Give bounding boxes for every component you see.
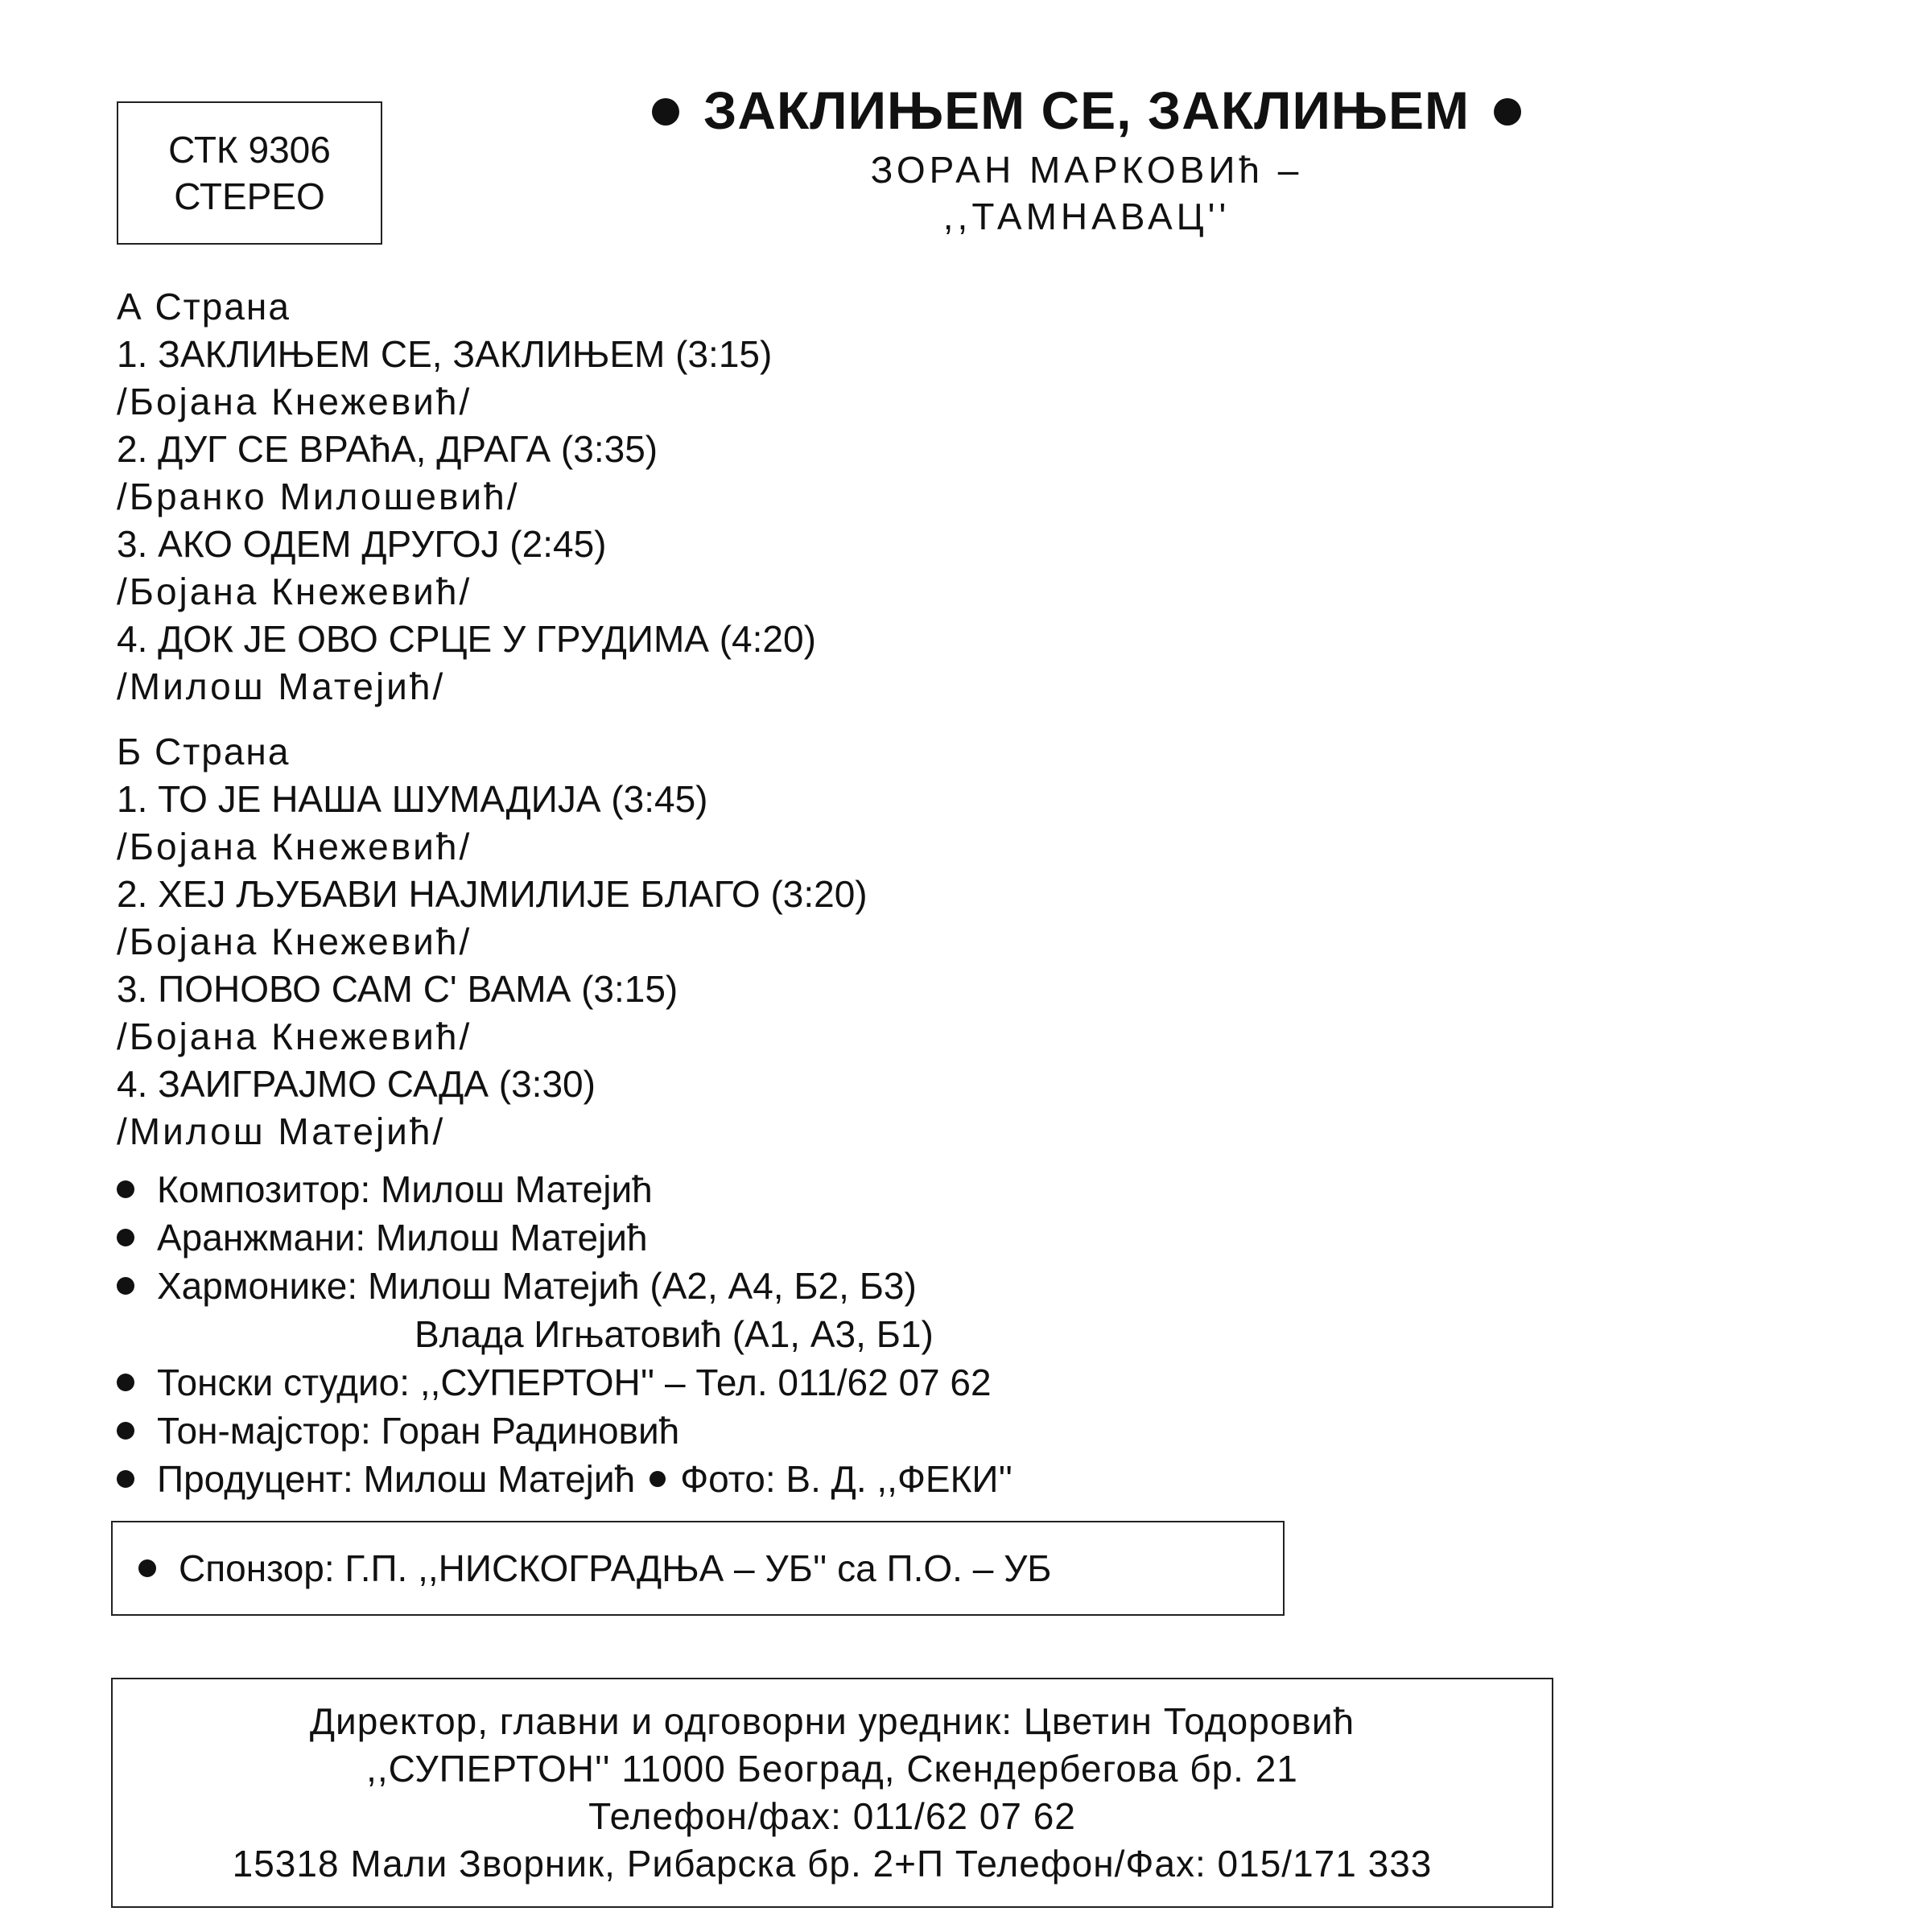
side-b-tracklist [117, 728, 868, 1155]
publisher-branch: 15318 Мали Зворник, Рибарска бр. 2+П Телефон/Фах: 015/171 333 [232, 1843, 1433, 1885]
track-author: /Милош Матејић/ [117, 1110, 446, 1152]
publisher-box [111, 1678, 1553, 1908]
artist-nickname: ,,ТАМНАВАЦ'' [942, 196, 1231, 237]
publisher-phone: Телефон/фах: 011/62 07 62 [588, 1795, 1076, 1837]
album-title-row [483, 74, 1690, 146]
bullet-icon [117, 1229, 134, 1246]
track-title: 4. ДОК ЈЕ ОВО СРЦЕ У ГРУДИМА (4:20) [117, 618, 816, 660]
track-title: 2. ДУГ СЕ ВРАћА, ДРАГА (3:35) [117, 428, 658, 470]
track-author: /Милош Матејић/ [117, 665, 446, 707]
track-author: /Бојана Кнежевић/ [117, 921, 472, 962]
credit-accordions: Хармонике: Милош Матејић (А2, А4, Б2, Б3) [117, 1262, 1012, 1310]
credit-arrangements: Аранжмани: Милош Матејић [117, 1213, 1012, 1262]
bullet-icon [652, 98, 679, 126]
track-title: 4. ЗАИГРАЈМО САДА (3:30) [117, 1063, 596, 1105]
track-title: 1. ЗАКЛИЊЕМ СЕ, ЗАКЛИЊЕМ (3:15) [117, 333, 773, 375]
track-title: 2. ХЕЈ ЉУБАВИ НАЈМИЛИЈЕ БЛАГО (3:20) [117, 873, 868, 915]
bullet-icon [1494, 98, 1521, 126]
catalog-format: СТЕРЕО [174, 175, 325, 217]
bullet-icon [117, 1374, 134, 1391]
side-a-title: А Страна [117, 286, 291, 327]
bullet-icon [117, 1470, 134, 1488]
side-a-tracklist [117, 283, 816, 711]
catalog-number: СТК 9306 [168, 129, 331, 171]
side-b-title: Б Страна [117, 731, 291, 772]
album-header [483, 74, 1690, 240]
bullet-icon [117, 1422, 134, 1440]
bullet-icon [117, 1180, 134, 1198]
bullet-icon [650, 1471, 666, 1487]
bullet-icon [138, 1559, 156, 1577]
track-author: /Бојана Кнежевић/ [117, 571, 472, 612]
catalog-box [117, 101, 382, 245]
track-title: 3. ПОНОВО САМ С' ВАМА (3:15) [117, 968, 678, 1010]
track-author: /Бранко Милошевић/ [117, 476, 520, 517]
track-author: /Бојана Кнежевић/ [117, 381, 472, 422]
credit-studio: Тонски студио: ,,СУПЕРТОН'' – Тел. 011/62 07 62 [117, 1358, 1012, 1407]
credits-list [117, 1165, 1012, 1503]
publisher-director: Директор, главни и одговорни уредник: Цветин Тодоровић [309, 1700, 1355, 1742]
credit-engineer: Тон-мајстор: Горан Радиновић [117, 1407, 1012, 1455]
credit-composer: Композитор: Милош Матејић [117, 1165, 1012, 1213]
credit-accordions-second: Влада Игњатовић (А1, А3, Б1) [414, 1313, 934, 1355]
artist-name: ЗОРАН МАРКОВИћ – [870, 149, 1303, 191]
track-title: 1. ТО ЈЕ НАША ШУМАДИЈА (3:45) [117, 778, 708, 820]
bullet-icon [117, 1277, 134, 1295]
sponsor-text: Спонзор: Г.П. ,,НИСКОГРАДЊА – УБ'' са П.О. – УБ [179, 1547, 1052, 1589]
credit-producer: Продуцент: Милош Матејић Фото: В. Д. ,,ФЕКИ'' [117, 1455, 1012, 1503]
track-title: 3. АКО ОДЕМ ДРУГОЈ (2:45) [117, 523, 607, 565]
album-title: ЗАКЛИЊЕМ СЕ, ЗАКЛИЊЕМ [703, 80, 1470, 140]
track-author: /Бојана Кнежевић/ [117, 826, 472, 867]
track-author: /Бојана Кнежевић/ [117, 1015, 472, 1057]
credit-photo: Фото: В. Д. ,,ФЕКИ'' [680, 1458, 1013, 1500]
publisher-address: ,,СУПЕРТОН'' 11000 Београд, Скендербегова бр. 21 [366, 1748, 1298, 1790]
sponsor-box [111, 1521, 1285, 1616]
